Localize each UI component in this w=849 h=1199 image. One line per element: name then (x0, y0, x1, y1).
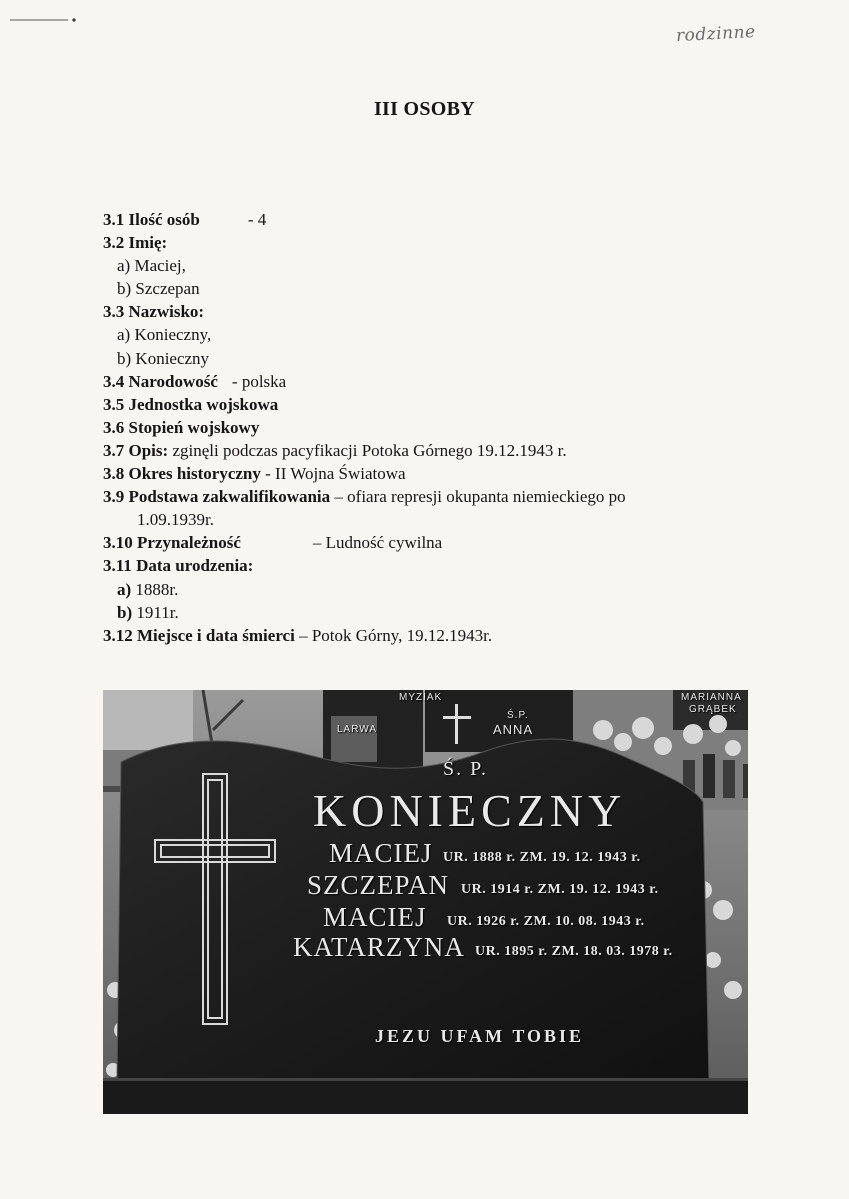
item-label: Opis: (128, 440, 169, 460)
item-label: Podstawa zakwalifikowania (128, 487, 331, 507)
background-grave-label: GRĄBEK (689, 704, 737, 715)
item-value: - 4 (247, 210, 267, 229)
item-label: Data urodzenia: (136, 556, 254, 576)
item-3-2 (103, 231, 743, 254)
item-3-9 (103, 485, 743, 508)
inscription-dates: UR. 1888 r. ZM. 19. 12. 1943 r. (443, 850, 641, 865)
item-value: – Potok Górny, 19.12.1943r. (299, 625, 493, 645)
item-label: Narodowość (128, 371, 218, 391)
scan-mark-icon (8, 14, 78, 26)
item-3-6 (103, 416, 743, 439)
item-value: – Ludność cywilna (312, 533, 443, 553)
item-label: Imię: (128, 233, 168, 253)
gravestone (117, 739, 709, 1080)
item-3-7 (103, 439, 743, 462)
item-label: Nazwisko: (128, 302, 205, 322)
item-3-5 (103, 393, 743, 416)
background-grave-label: MYZIAK (399, 692, 443, 703)
item-number: 3.4 (103, 371, 125, 391)
background-grave-label: MARIANNA (681, 692, 742, 703)
inscription-name: KATARZYNA (293, 932, 465, 962)
item-3-10 (103, 531, 743, 554)
item-number: 3.6 (103, 417, 125, 437)
item-3-3-a: a) Konieczny, (117, 325, 212, 345)
inscription-motto: JEZU UFAM TOBIE (375, 1026, 585, 1046)
item-label: Stopień wojskowy (128, 417, 260, 437)
gravestone-graphic (103, 690, 748, 1114)
item-3-9-continuation: 1.09.1939r. (137, 510, 214, 530)
item-number: 3.1 (103, 210, 125, 229)
item-number: 3.11 (103, 556, 132, 576)
item-value: - polska (231, 371, 287, 391)
item-value: 1888r. (135, 579, 179, 599)
gravestone-base (103, 1078, 748, 1114)
item-3-8 (103, 462, 743, 485)
item-3-12 (103, 624, 743, 647)
inscription-surname: KONIECZNY (313, 785, 627, 836)
item-value: - II Wojna Światowa (265, 464, 406, 484)
gravestone-photo (103, 690, 748, 1114)
item-3-2-b: b) Szczepan (117, 279, 200, 299)
item-3-11 (103, 554, 743, 577)
inscription-name: MACIEJ (323, 902, 427, 932)
item-label: Jednostka wojskowa (128, 394, 279, 414)
inscription-dates: UR. 1914 r. ZM. 19. 12. 1943 r. (461, 882, 659, 897)
item-label: Przynależność (137, 533, 241, 553)
item-letter: b) (117, 602, 133, 622)
item-3-11-b (103, 601, 743, 624)
inscription-sp: Ś. P. (443, 758, 489, 780)
item-number: 3.2 (103, 233, 125, 253)
item-number: 3.9 (103, 487, 125, 507)
background-grave-label: Ś.P. (507, 710, 529, 721)
item-number: 3.8 (103, 464, 125, 484)
page-title: III OSOBY (373, 98, 476, 120)
item-3-3 (103, 300, 743, 323)
inscription-dates: UR. 1926 r. ZM. 10. 08. 1943 r. (447, 914, 645, 929)
item-3-4 (103, 370, 743, 393)
background-grave-label: ANNA (493, 722, 534, 737)
item-label: Miejsce i data śmierci (137, 625, 295, 645)
item-value: zginęli podczas pacyfikacji Potoka Górnego 19.12.1943 r. (172, 440, 567, 460)
item-value: – ofiara represji okupanta niemieckiego po (334, 487, 626, 507)
item-3-2-a: a) Maciej, (117, 256, 186, 276)
item-number: 3.10 (103, 533, 133, 553)
item-label: Ilość osób (128, 210, 200, 229)
inscription-name: MACIEJ (329, 838, 433, 868)
item-number: 3.12 (103, 625, 133, 645)
item-value: 1911r. (136, 602, 179, 622)
background-grave-label: LARWA (337, 724, 378, 735)
person-details-list (103, 208, 743, 647)
inscription-name: SZCZEPAN (307, 870, 450, 900)
item-3-1 (103, 208, 743, 231)
item-label: Okres historyczny (128, 464, 261, 484)
item-3-11-a (103, 578, 743, 601)
inscription-dates: UR. 1895 r. ZM. 18. 03. 1978 r. (475, 944, 673, 959)
handwritten-note: rodzinne (675, 21, 757, 47)
item-number: 3.7 (103, 440, 125, 460)
item-letter: a) (117, 579, 132, 599)
item-number: 3.5 (103, 394, 125, 414)
item-number: 3.3 (103, 302, 125, 322)
item-3-3-b: b) Konieczny (117, 348, 210, 368)
